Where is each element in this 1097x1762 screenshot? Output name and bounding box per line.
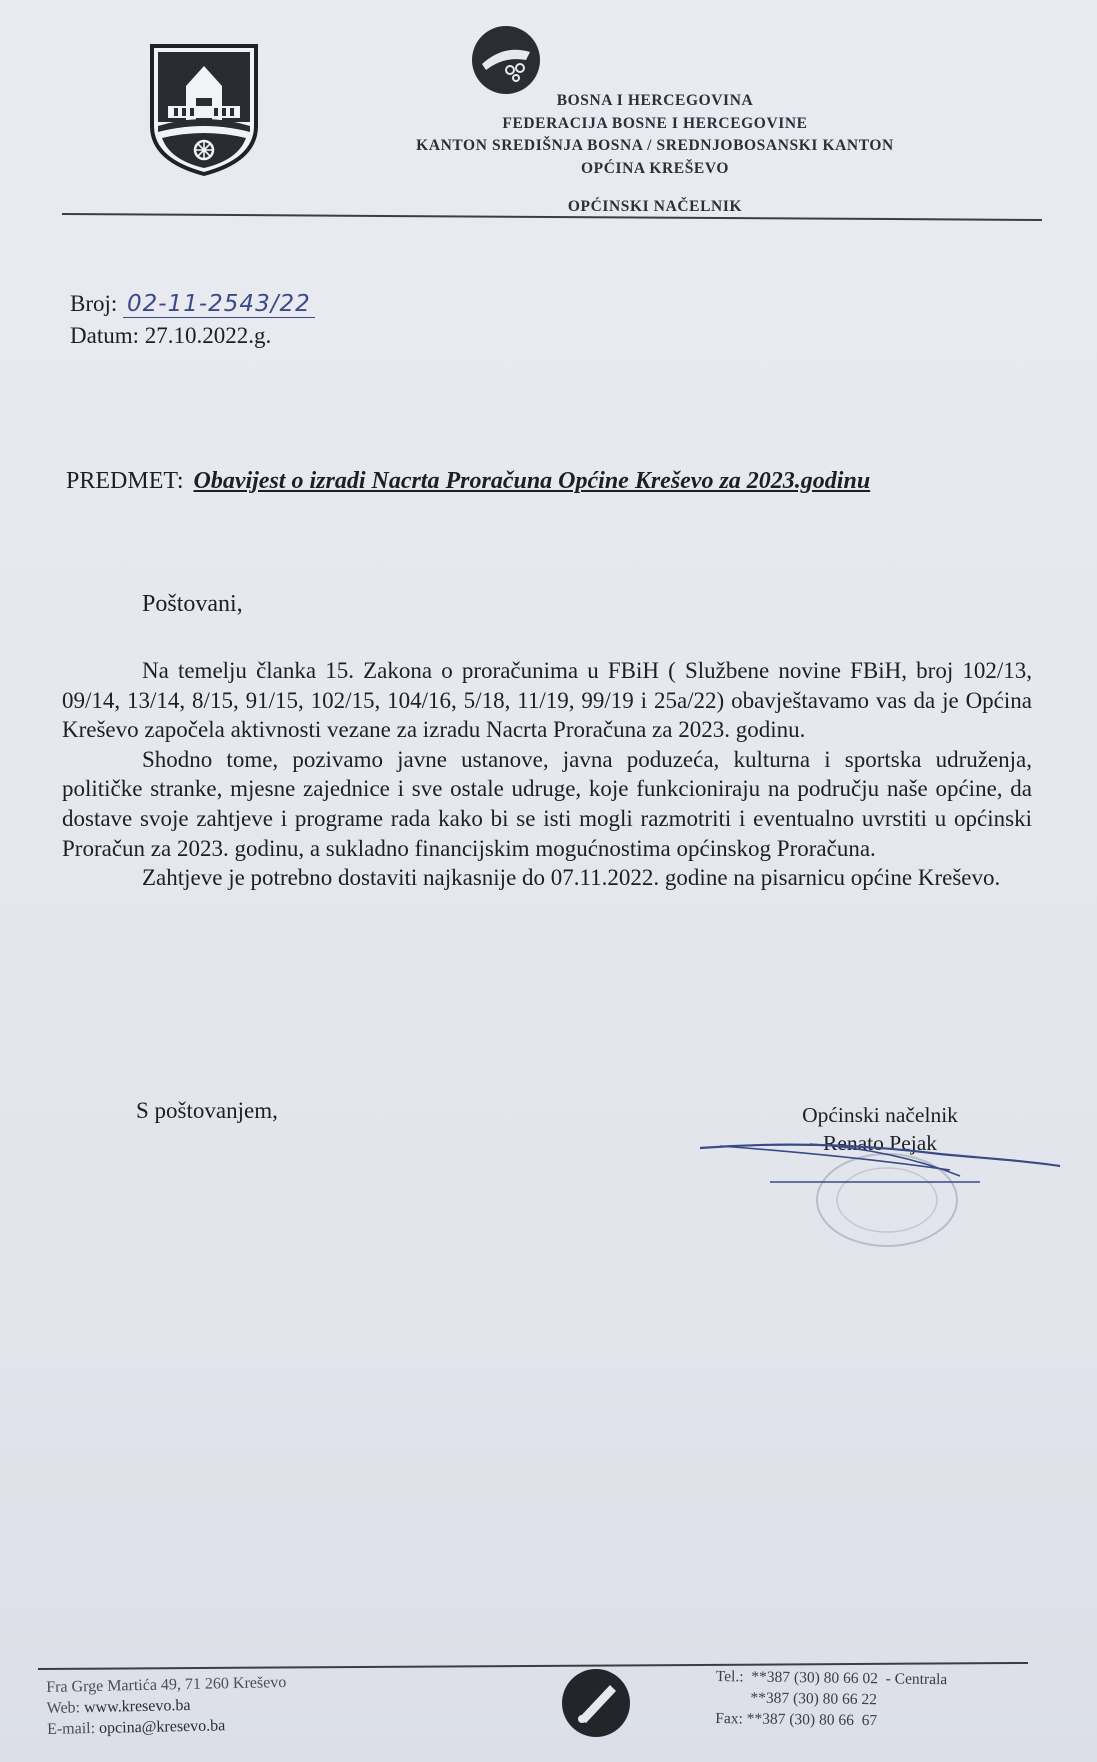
footer-address: Fra Grge Martića 49, 71 260 Kreševo — [46, 1673, 287, 1696]
footer-seal-icon — [560, 1667, 632, 1739]
letter-body — [62, 656, 1032, 893]
body-paragraph: Na temelju članka 15. Zakona o proračunima u FBiH ( Službene novine FBiH, broj 102/13, 09/14, 13/14, 8/15, 91/15, 102/15, 104/16, 5/18, 11/19, 99/19 i 25a/22) obavještavamo vas da je Općina Kreševo započela aktivnosti vezane za izradu Nacrta Proračuna za 2023. godinu. — [62, 658, 1032, 743]
footer-email: opcina@kresevo.ba — [98, 1717, 226, 1737]
handwritten-signature — [690, 1124, 1070, 1204]
letterhead-line: BOSNA I HERCEGOVINA — [556, 92, 754, 109]
document-meta — [70, 288, 315, 351]
footer-web-label: Web: — [46, 1699, 81, 1717]
body-paragraph: Zahtjeve je potrebno dostaviti najkasnije do 07.11.2022. godine na pisarnicu općine Kreševo. — [142, 865, 1001, 891]
subject-line — [66, 468, 870, 495]
datum-label: Datum: — [70, 323, 139, 348]
letterhead-line: OPĆINA KREŠEVO — [580, 159, 730, 177]
closing: S poštovanjem, — [136, 1098, 278, 1123]
body-paragraph: Shodno tome, pozivamo javne ustanove, javna poduzeća, kulturna i sportska udruženja, političke stranke, mjesne zajednice i sve ostale udruge, koje funkcioniraju na području naše općine, da dostave svoje zahtjeve i programe rada kako bi se isti mogli razmotriti i eventualno uvrstiti u općinski Proračun za 2023. godinu, a sukladno financijskim mogućnostima općinskog Proračuna. — [62, 746, 1032, 861]
footer-email-label: E-mail: — [46, 1719, 96, 1738]
footer-phones: Tel.: **387 (30) 80 66 02 - Centrala **387 (30) 80 66 22 Fax: **387 (30) 80 66 67 — [715, 1667, 948, 1730]
footer-web: www.kresevo.ba — [83, 1696, 191, 1717]
letterhead-line: FEDERACIJA BOSNE I HERCEGOVINE — [502, 114, 808, 132]
signer-title: Općinski načelnik — [802, 1103, 958, 1127]
signer-name: Renato Pejak — [822, 1131, 938, 1155]
broj-label: Broj: — [70, 291, 118, 316]
footer-contact — [46, 1672, 287, 1740]
letterhead-line: KANTON SREDIŠNJA BOSNA / SREDNJOBOSANSKI KANTON — [416, 137, 894, 154]
datum-value: 27.10.2022.g. — [144, 323, 272, 348]
letterhead-office: OPĆINSKI NAČELNIK — [567, 198, 743, 215]
letterhead — [380, 90, 930, 219]
municipal-seal-icon — [470, 24, 542, 96]
subject-title: Obavijest o izradi Nacrta Proračuna Općine Kreševo za 2023.godinu — [193, 468, 871, 494]
greeting: Poštovani, — [142, 591, 243, 617]
subject-label: PREDMET: — [66, 468, 184, 494]
broj-value: 02-11-2543/22 — [123, 291, 315, 318]
coat-of-arms-logo — [148, 42, 260, 178]
